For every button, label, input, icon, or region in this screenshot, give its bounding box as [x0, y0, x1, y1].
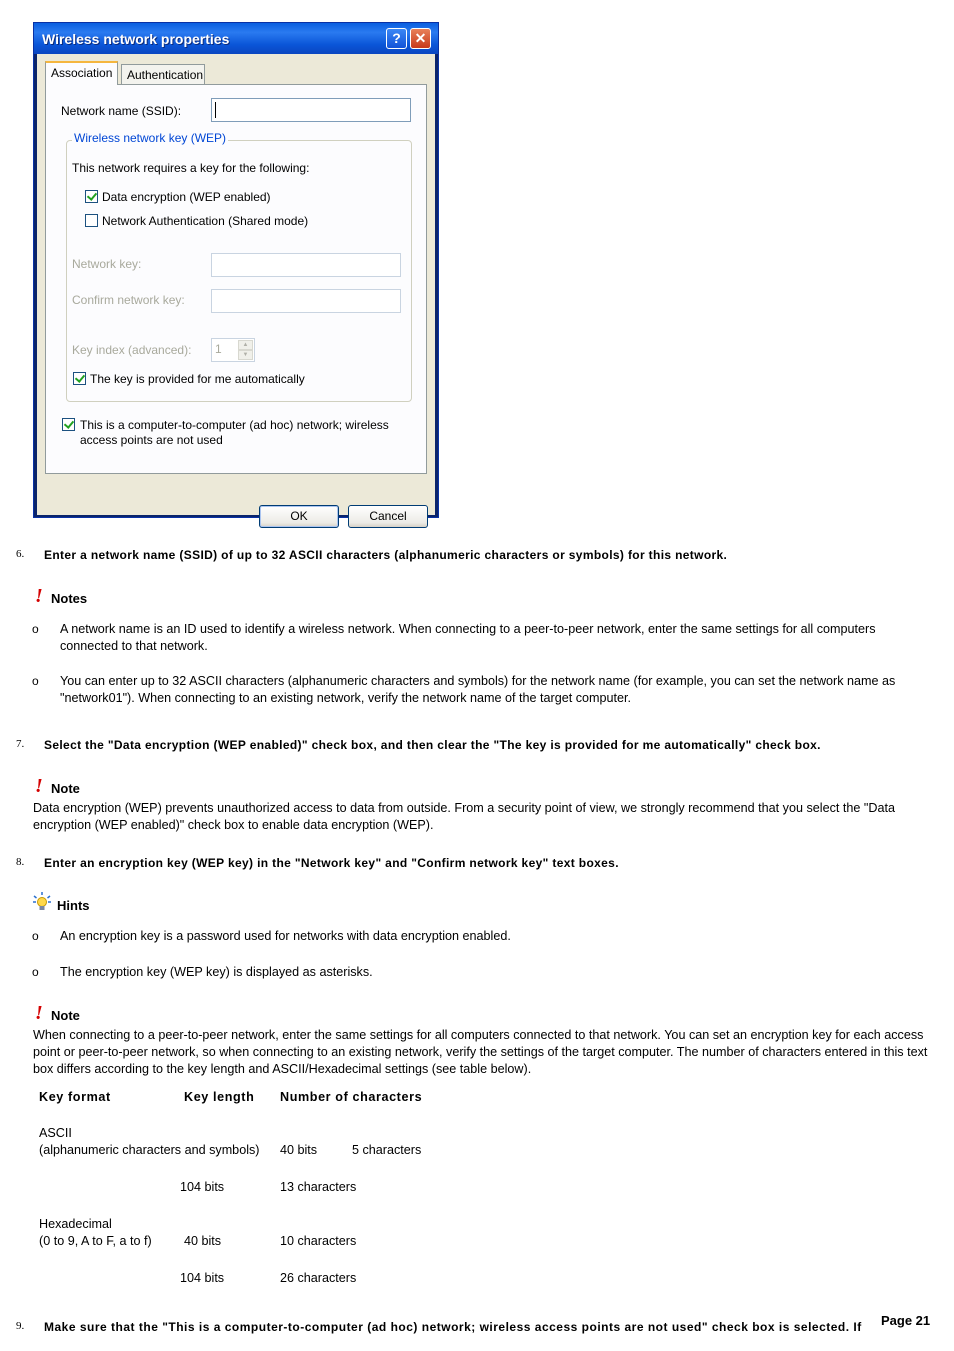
- bullet-icon: o: [32, 965, 39, 979]
- list-item-text: An encryption key is a password used for networks with data encryption enabled.: [60, 929, 511, 943]
- confirm-key-label: Confirm network key:: [72, 293, 185, 307]
- lightbulb-icon: [33, 892, 51, 912]
- step-number: 9.: [16, 1320, 25, 1332]
- warning-icon: !: [35, 775, 43, 797]
- list-item-text: You can enter up to 32 ASCII characters (alphanumeric characters and symbols) for the network name (for example, you can set the network name as "network01"). When connecting to an existing network, verify the network name of the target computer.: [60, 674, 896, 705]
- table-cell-length: 40 bits: [184, 1234, 222, 1248]
- step-number: 7.: [16, 738, 25, 750]
- confirm-key-input[interactable]: [211, 289, 401, 313]
- ssid-input[interactable]: [211, 98, 411, 122]
- warning-icon: !: [35, 585, 43, 607]
- tab-authentication[interactable]: Authentication: [121, 64, 205, 86]
- key-index-stepper[interactable]: [211, 338, 255, 362]
- list-item-text: The encryption key (WEP key) is displayed as asterisks.: [60, 965, 373, 979]
- wireless-network-properties-dialog: [33, 22, 439, 523]
- key-auto-checkbox[interactable]: [73, 372, 86, 385]
- dialog-title-bar[interactable]: [34, 23, 438, 54]
- wep-group-title: Wireless network key (WEP): [74, 131, 227, 145]
- ssid-label: Network name (SSID):: [61, 104, 182, 118]
- table-cell-chars: 10 characters: [280, 1234, 357, 1248]
- data-encryption-checkbox[interactable]: [85, 190, 98, 203]
- table-header-key-length: Key length: [184, 1090, 255, 1104]
- association-panel: [45, 84, 427, 474]
- warning-icon: !: [35, 1002, 43, 1024]
- table-cell-chars: 5 characters: [352, 1143, 422, 1157]
- spin-down-icon[interactable]: ▼: [238, 350, 253, 360]
- network-key-label: Network key:: [72, 257, 142, 271]
- cancel-button[interactable]: Cancel: [348, 505, 428, 528]
- table-header-num-chars: Number of characters: [280, 1090, 423, 1104]
- step-text: Select the "Data encryption (WEP enabled)" check box, and then clear the "The key is provided for me automatically" check box.: [44, 738, 821, 752]
- table-cell-chars: 13 characters: [280, 1180, 357, 1194]
- bullet-icon: o: [32, 674, 39, 688]
- note-heading: Note: [51, 1008, 80, 1023]
- note-text: When connecting to a peer-to-peer network, enter the same settings for all computers connected to that network. You can set an encryption key for each access point or peer-to-peer network, so when connecting to an existing network, verify the settings of the target computer. The number of characters entered in this text box differs according to the key length and ASCII/Hexadecimal settings (see table below).: [33, 1028, 928, 1076]
- tab-association[interactable]: Association: [45, 61, 118, 85]
- adhoc-checkbox[interactable]: [62, 418, 75, 431]
- notes-heading: Notes: [51, 591, 88, 606]
- key-index-label: Key index (advanced):: [72, 343, 192, 357]
- step-text: Enter a network name (SSID) of up to 32 ASCII characters (alphanumeric characters or symbols) for this network.: [44, 548, 728, 562]
- table-cell-format: Hexadecimal: [39, 1217, 112, 1231]
- key-auto-label[interactable]: The key is provided for me automatically: [90, 372, 305, 386]
- table-cell-length: 40 bits: [280, 1143, 318, 1157]
- table-cell-length: 104 bits: [180, 1271, 225, 1285]
- requires-text: This network requires a key for the following:: [72, 161, 310, 175]
- bullet-icon: o: [32, 622, 39, 636]
- hints-heading: Hints: [57, 898, 90, 913]
- step-text: Make sure that the "This is a computer-to-computer (ad hoc) network; wireless access points are not used" check box is selected. If: [44, 1320, 862, 1334]
- adhoc-label-line1[interactable]: This is a computer-to-computer (ad hoc) network; wireless: [80, 418, 389, 432]
- close-button[interactable]: ✕: [410, 28, 431, 49]
- data-encryption-label[interactable]: Data encryption (WEP enabled): [102, 190, 271, 204]
- table-cell-chars: 26 characters: [280, 1271, 357, 1285]
- table-header-key-format: Key format: [39, 1090, 111, 1104]
- adhoc-label-line2[interactable]: access points are not used: [80, 433, 223, 447]
- table-cell-length: 104 bits: [180, 1180, 225, 1194]
- dialog-body: [37, 54, 435, 523]
- spin-up-icon[interactable]: ▲: [238, 340, 253, 350]
- page-number: Page 21: [881, 1313, 931, 1328]
- network-key-input[interactable]: [211, 253, 401, 277]
- table-cell-format-desc: (alphanumeric characters and symbols): [39, 1143, 260, 1157]
- step-text: Enter an encryption key (WEP key) in the "Network key" and "Confirm network key" text boxes.: [44, 856, 619, 870]
- ok-button[interactable]: OK: [259, 505, 339, 528]
- table-cell-format: ASCII: [39, 1126, 72, 1140]
- network-auth-label[interactable]: Network Authentication (Shared mode): [102, 214, 309, 228]
- step-number: 8.: [16, 856, 25, 868]
- bullet-icon: o: [32, 929, 39, 943]
- network-auth-checkbox[interactable]: [85, 214, 98, 227]
- key-index-value: 1: [215, 342, 222, 356]
- list-item-text: A network name is an ID used to identify a wireless network. When connecting to a peer-to-peer network, enter the same settings for all computers connected to that network.: [60, 622, 876, 653]
- note-heading: Note: [51, 781, 80, 796]
- table-cell-format-desc: (0 to 9, A to F, a to f): [39, 1234, 152, 1248]
- dialog-title: Wireless network properties: [42, 31, 230, 47]
- help-button[interactable]: ?: [386, 28, 407, 49]
- step-number: 6.: [16, 548, 25, 560]
- note-text: Data encryption (WEP) prevents unauthorized access to data from outside. From a security point of view, we strongly recommend that you select the "Data encryption (WEP enabled)" check box to enable data encryption (WEP).: [33, 801, 895, 832]
- text-caret: [215, 102, 216, 118]
